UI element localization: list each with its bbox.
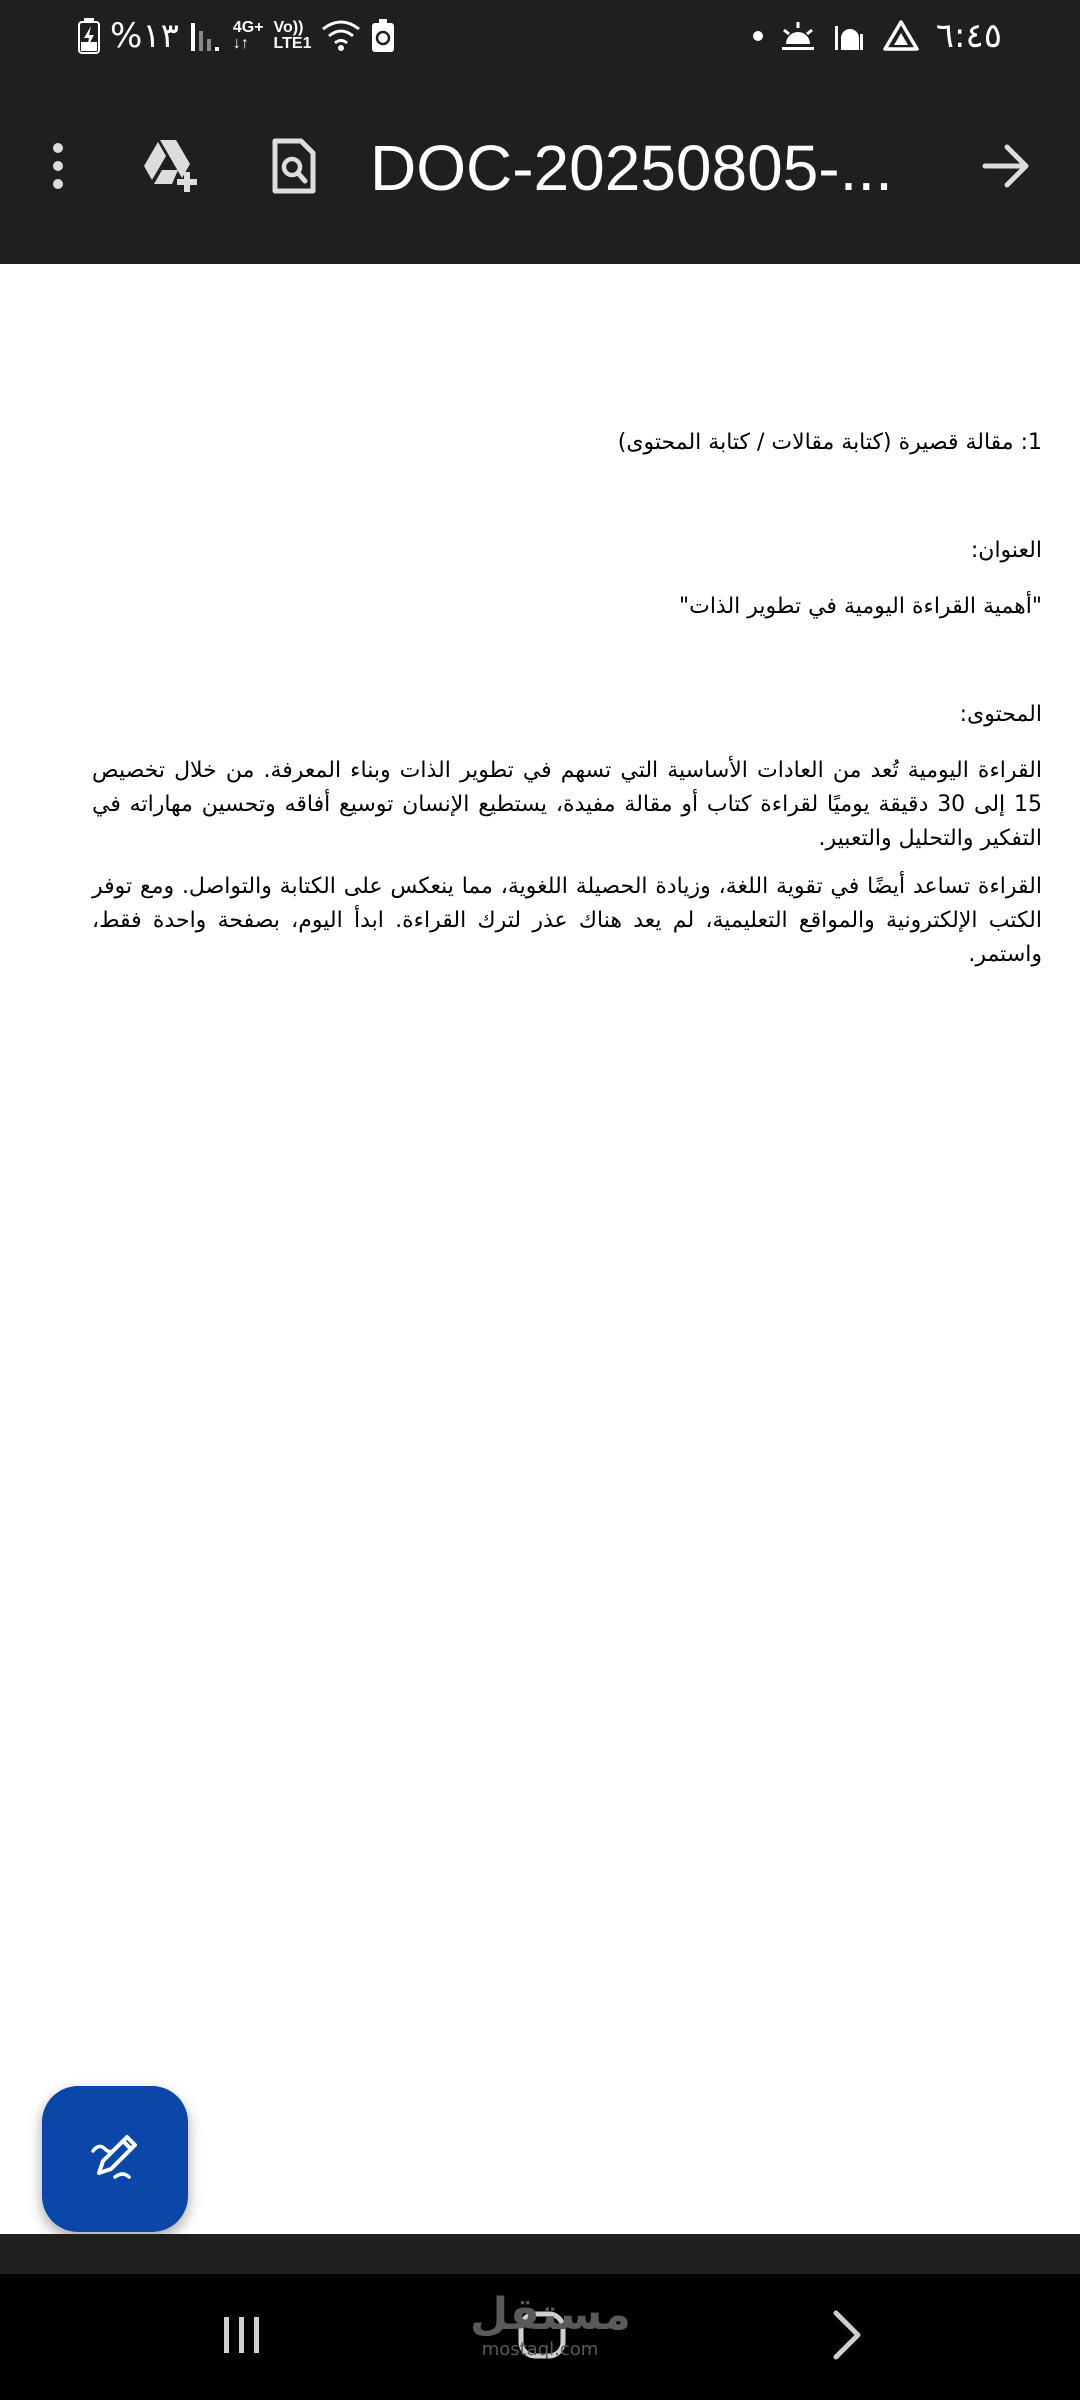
drive-status-icon xyxy=(882,19,920,53)
more-options-button[interactable] xyxy=(14,124,102,212)
document-page[interactable] xyxy=(0,264,1080,2234)
wifi-icon xyxy=(321,19,361,53)
clock: ٦:٤٥ xyxy=(935,16,1002,56)
find-in-document-button[interactable] xyxy=(250,124,338,212)
volte-indicator xyxy=(274,20,312,52)
watermark-arabic: مستقل xyxy=(470,2289,631,2340)
back-button[interactable] xyxy=(796,2294,896,2380)
bottom-strip xyxy=(0,2234,1080,2274)
recent-apps-icon xyxy=(220,2313,264,2362)
chevron-right-icon xyxy=(826,2309,866,2366)
watermark-latin: mostaql.com xyxy=(481,2339,599,2360)
forward-button[interactable] xyxy=(962,124,1050,212)
recycle-battery-icon xyxy=(371,19,395,53)
title-label: العنوان: xyxy=(970,538,1042,563)
weather-sun-icon xyxy=(780,20,816,52)
status-left xyxy=(78,14,395,58)
network-type xyxy=(233,20,264,52)
article-title: "أهمية القراءة اليومية في تطوير الذات" xyxy=(678,594,1042,619)
paragraph-1: القراءة اليومية تُعد من العادات الأساسية التي تسهم في تطوير الذات وبناء المعرفة. من خلال تخصيص 15 إلى 30 دقيقة يوميًا لقراءة كتاب أو مقالة مفيدة، يستطيع الإنسان توسيع أفاقه وتحسين مهاراته في التفكير والتحليل والتعبير. xyxy=(92,758,1042,851)
dot-indicator-icon xyxy=(752,30,764,42)
mosque-icon xyxy=(832,20,866,52)
status-right xyxy=(752,14,1002,58)
volte-label: Vo)) xyxy=(273,19,304,36)
add-to-drive-button[interactable] xyxy=(126,124,214,212)
paragraph-2: القراءة تساعد أيضًا في تقوية اللغة، وزيادة الحصيلة اللغوية، مما ينعكس على الكتابة والتواصل. ومع توفر الكتب الإلكترونية والمواقع التعليمية، لم يعد هناك عذر لترك القراءة. ابدأ اليوم، بصفحة واحدة فقط، واستمر. xyxy=(92,874,1042,967)
lte-label: LTE1 xyxy=(273,35,312,52)
recent-apps-button[interactable] xyxy=(192,2294,292,2380)
content-label: المحتوى: xyxy=(959,702,1042,727)
status-bar xyxy=(0,0,1080,72)
signal-bars-icon xyxy=(189,19,223,53)
battery-charging-icon xyxy=(78,18,100,54)
network-arrows-icon: ↓↑ xyxy=(232,35,249,52)
more-vert-icon xyxy=(50,142,66,195)
network-type-top: 4G+ xyxy=(232,19,264,36)
edit-fab-button[interactable] xyxy=(42,2086,188,2232)
watermark xyxy=(470,2289,631,2360)
edit-pen-icon xyxy=(85,2127,145,2192)
document-content xyxy=(92,426,1042,986)
document-heading: 1: مقالة قصيرة (كتابة مقالات / كتابة المحتوى) xyxy=(617,430,1042,455)
document-title: DOC-20250805-... xyxy=(370,132,893,204)
battery-percent: %١٣ xyxy=(110,16,179,56)
app-bar xyxy=(0,72,1080,264)
find-in-page-icon xyxy=(271,137,317,200)
drive-add-icon xyxy=(138,138,202,199)
arrow-forward-icon xyxy=(981,143,1031,194)
